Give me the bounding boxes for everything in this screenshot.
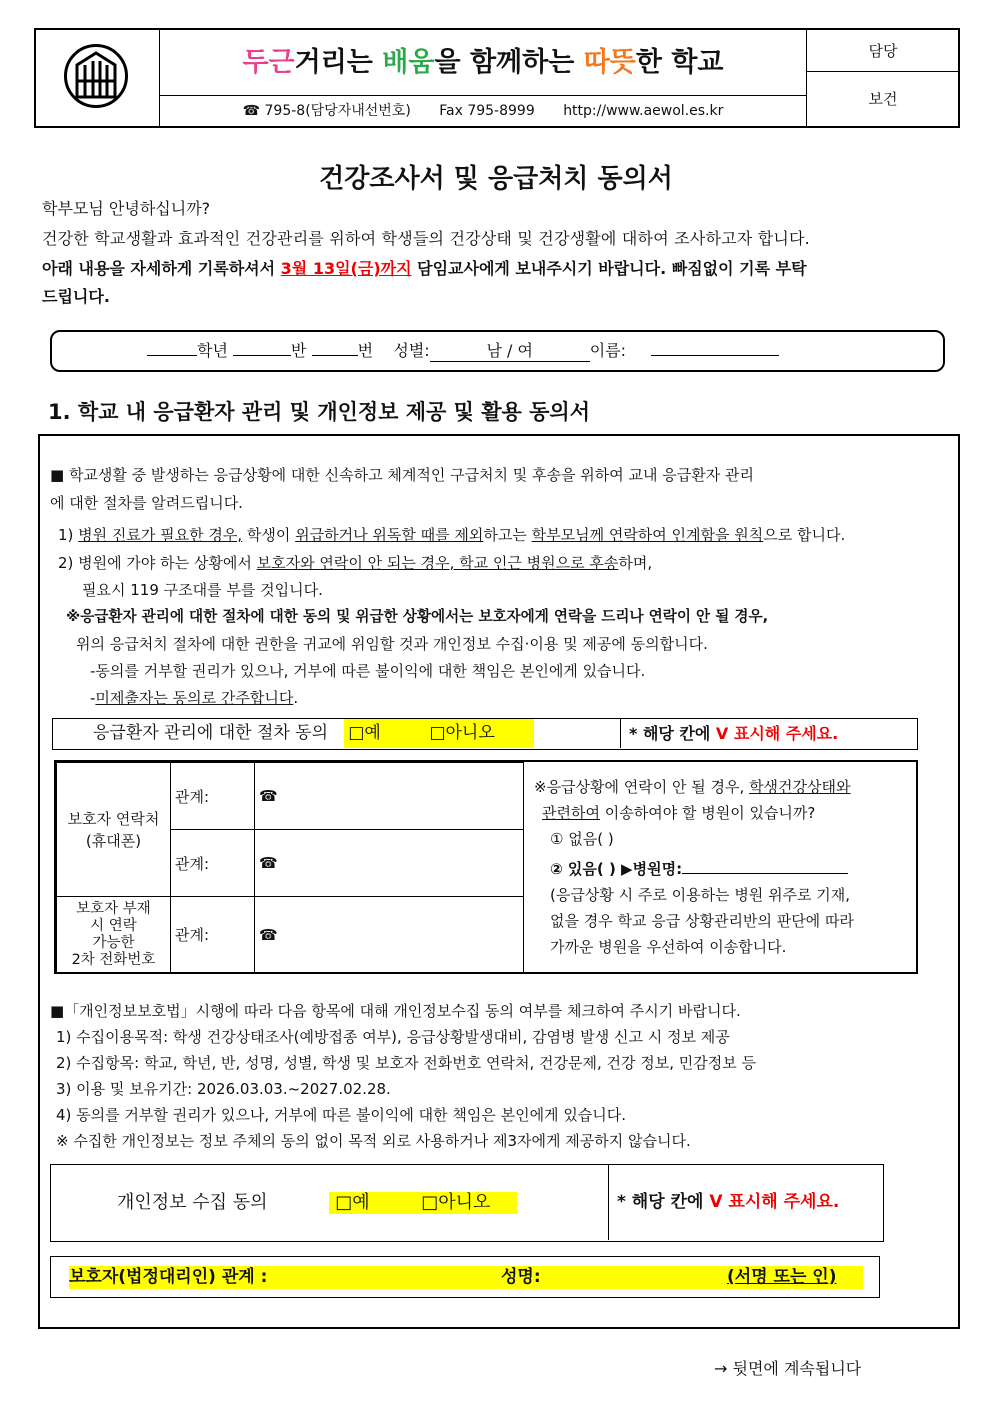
logo-cell [36,30,160,126]
note-text: - [90,689,96,707]
hospital-name-blank[interactable] [682,852,848,874]
intro-line-1: 건강한 학교생활과 효과적인 건강관리를 위하여 학생들의 건강상태 및 건강생활에 대하여 조사하고자 합니다. [42,229,810,248]
intro-text: 아래 내용을 자세하게 기록하셔서 [42,259,281,278]
phone-icon: ☎ [259,854,278,872]
emergency-consent-cell [53,719,621,748]
hospital-note-3: 가까운 병원을 우선하여 이송합니다. [550,938,787,956]
hint-text: * 해당 칸에 [629,724,716,743]
relation-field-label: 보호자(법정대리인) 관계 : [69,1267,268,1287]
hospital-option-yes[interactable] [534,852,918,882]
item-text: 학부모님께 연락하여 인계함을 원칙 [531,526,764,544]
relation-label: 관계: [171,830,255,897]
student-info-box [50,330,945,372]
phone-number: ☎ 795-8(담당자내선번호) [242,103,411,119]
consent-options [344,719,534,748]
privacy-consent-label: 개인정보 수집 동의 [117,1192,268,1213]
emergency-consent-row [52,718,918,750]
continue-note: → 뒷면에 계속됩니다 [714,1359,862,1378]
signature-hint: (서명 또는 인) [727,1267,837,1287]
school-emblem-icon [64,44,128,108]
intro-text: 담임교사에게 보내주시기 바랍니다. 빠짐없이 기록 부탁 [411,259,807,278]
relation-label: 관계: [171,897,255,973]
note-text: 미제출자는 동의로 간주합니다 [95,689,294,707]
section-1-title: 1. 학교 내 응급환자 관리 및 개인정보 제공 및 활용 동의서 [48,400,590,424]
emergency-consent-label: 응급환자 관리에 대한 절차 동의 [93,723,329,743]
hospital-note-1: (응급상황 시 주로 이용하는 병원 위주로 기재, [550,886,851,904]
guardian-contact-table [54,760,918,974]
privacy-consent-yes[interactable]: □예 [335,1192,370,1213]
number-label: 번 [357,341,374,360]
phone-field[interactable] [255,897,524,973]
item-text: 하며, [618,554,653,572]
emergency-consent-yes[interactable]: □예 [348,723,381,743]
item-number: 1) [58,526,79,544]
privacy-item-4: 4) 동의를 거부할 권리가 있으나, 거부에 따른 불이익에 대한 책임은 본인에게 있습니다. [56,1106,627,1124]
school-contact [160,96,806,126]
name-blank[interactable] [651,334,779,356]
class-blank[interactable] [233,334,291,356]
mark-hint [617,1165,839,1240]
hospital-q-line-1 [534,774,918,800]
deadline: 3월 13일(금)까지 [280,259,412,278]
privacy-consent-no[interactable]: □아니오 [421,1192,491,1213]
approval-label-1: 담당 [807,30,959,72]
slogan-part: 을 함께하는 [434,47,584,78]
consent-note-3: -동의를 거부할 권리가 있으나, 거부에 따른 불이익에 대한 책임은 본인에게 있습니다. [90,662,646,680]
greeting: 학부모님 안녕하십니까? [42,199,211,218]
guardian-contact-label: 보호자 연락처 (휴대폰) [57,763,171,897]
procedure-item-1 [58,522,845,548]
slogan-part: 한 학교 [635,47,724,78]
procedure-item-2-cont: 필요시 119 구조대를 부를 것입니다. [82,581,323,599]
privacy-intro: ■「개인정보보호법」시행에 따라 다음 항목에 대해 개인정보수집 동의 여부를 체크하여 주시기 바랍니다. [50,1002,741,1020]
phone-icon: ☎ [259,925,278,944]
consent-options [329,1192,517,1214]
hospital-option-none[interactable]: ① 없음( ) [550,830,614,848]
school-slogan [160,30,806,96]
approval-label-2: 보건 [868,90,898,108]
hint-text: * 해당 칸에 [617,1192,710,1212]
item-text: 으로 합니다. [763,526,846,544]
school-header [34,28,960,128]
document-title: 건강조사서 및 응급처치 동의서 [319,164,673,194]
q-text: ※응급상황에 연락이 안 될 경우, [534,778,750,796]
phone-field[interactable] [255,830,524,897]
slogan-part: 두근 [242,47,295,78]
note-text: . [293,689,299,707]
intro-line-2 [42,256,972,282]
procedure-item-2 [58,550,652,576]
name-label: 이름: [589,341,627,360]
hospital-q-line-2 [534,800,918,826]
privacy-item-3: 3) 이용 및 보유기간: 2026.03.03.~2027.02.28. [56,1080,391,1098]
item-text: 하고는 [483,526,532,544]
hospital-note-2: 없을 경우 학교 응급 상황관리반의 판단에 따라 [550,912,854,930]
procedure-intro-1: ■ 학교생활 중 발생하는 응급상황에 대한 신속하고 체계적인 구급처치 및 후송을 위하여 교내 응급환자 관리 [50,466,754,484]
grade-label: 학년 [197,341,228,360]
q-text: 학생건강상태와 [749,778,851,796]
gender-label: 성별: [393,341,430,360]
q-text: 관련하여 [542,804,600,822]
q-text: ② 있음( ) ▶병원명: [550,860,683,878]
number-blank[interactable] [312,334,358,356]
signature-line[interactable] [69,1266,863,1289]
gender-field[interactable]: 남 / 여 [430,340,590,362]
phone-icon: ☎ [259,787,278,805]
slogan-part: 따뜻 [583,47,636,78]
item-text: 위급하거나 위독할 때를 제외 [295,526,484,544]
grade-blank[interactable] [147,334,197,356]
secondary-contact-label: 보호자 부재 시 연락 가능한 2차 전화번호 [57,897,171,973]
privacy-item-5: ※ 수집한 개인정보는 정보 주체의 동의 없이 목적 외로 사용하거나 제3자에게 제공하지 않습니다. [56,1132,691,1150]
hospital-question [534,774,918,960]
privacy-consent-row [50,1164,884,1242]
approval-box [806,30,958,126]
consent-note-1: ※응급환자 관리에 대한 절차에 대한 동의 및 위급한 상황에서는 보호자에게 연락을 드리나 연락이 안 될 경우, [66,608,769,625]
fax-number: Fax 795-8999 [439,103,535,119]
guardian-signature-row [50,1256,880,1298]
privacy-item-2: 2) 수집항목: 학교, 학년, 반, 성명, 성별, 학생 및 보호자 전화번호 연락처, 건강문제, 건강 정보, 민감정보 등 [56,1054,756,1072]
slogan-part: 배움 [382,47,435,78]
class-label: 반 [291,341,307,360]
item-text: 학생이 [242,526,296,544]
procedure-intro-2: 에 대한 절차를 알려드립니다. [50,494,243,512]
school-url[interactable]: http://www.aewol.es.kr [563,103,724,119]
consent-note-4 [90,685,298,711]
relation-label: 관계: [171,763,255,830]
item-text: 2) 병원에 가야 하는 상황에서 [58,554,257,572]
privacy-item-1: 1) 수집이용목적: 학생 건강상태조사(예방접종 여부), 응급상황발생대비, 감염병 발생 신고 시 정보 제공 [56,1028,730,1046]
phone-field[interactable] [255,763,524,830]
item-text: 보호자와 연락이 안 되는 경우, 학교 인근 병원으로 후송 [256,554,619,572]
name-field-label: 성명: [501,1267,541,1287]
consent-note-2: 위의 응급처치 절차에 대한 권한을 귀교에 위임할 것과 개인정보 수집·이용 및 제공에 동의합니다. [76,635,708,653]
intro-line-3: 드립니다. [42,287,110,306]
mark-hint [629,719,838,748]
hint-text: V 표시해 주세요. [709,1192,840,1212]
guardian-phone-grid [56,762,524,973]
item-text: 병원 진료가 필요한 경우, [78,526,243,544]
hint-text: V 표시해 주세요. [715,724,839,743]
privacy-consent-cell [51,1165,609,1240]
slogan-part: 거리는 [294,47,383,78]
emergency-consent-no[interactable]: □아니오 [429,723,495,743]
consent-section [38,434,960,1329]
q-text: 이송하여야 할 병원이 있습니까? [599,804,816,822]
